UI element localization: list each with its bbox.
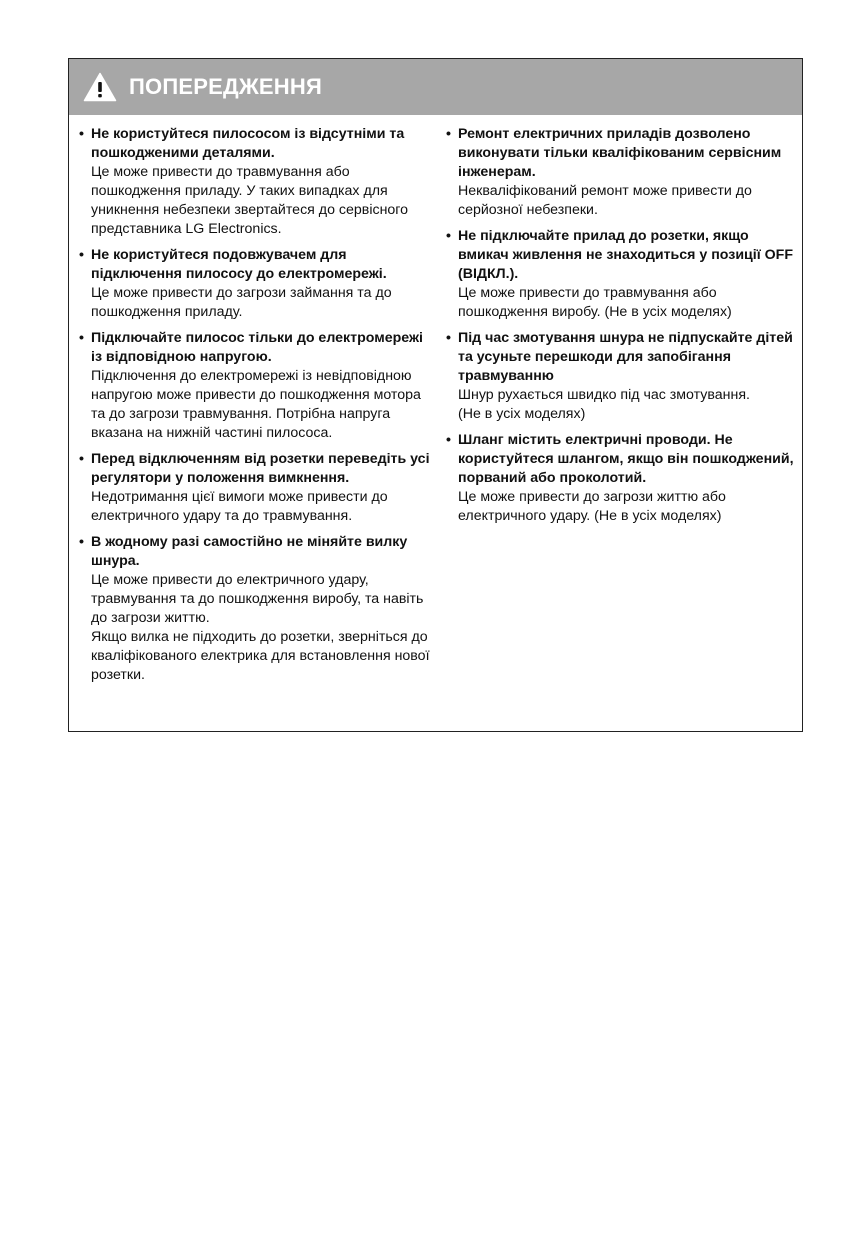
bullet-mark: • <box>446 330 451 346</box>
bullet-mark: • <box>79 330 84 346</box>
bullet-mark: • <box>446 432 451 448</box>
bullet-mark: • <box>446 126 451 142</box>
bullet-mark: • <box>79 534 84 550</box>
left-column <box>69 125 440 692</box>
warning-header <box>69 59 802 115</box>
warning-columns <box>69 125 802 692</box>
warning-item-title: Перед відключенням від розетки переведіть усі регулятори у положення вимкнення. <box>91 451 430 486</box>
warning-item-body: Це може привести до загрози займання та до пошкодження приладу. <box>91 285 392 320</box>
warning-item-body: Некваліфікований ремонт може привести до серйозної небезпеки. <box>458 183 752 218</box>
warning-item <box>79 246 432 322</box>
warning-item-title: Ремонт електричних приладів дозволено виконувати тільки кваліфікованим сервісним інженерам. <box>458 126 782 180</box>
warning-item-body: Це може привести до травмування або пошкодження приладу. У таких випадках для уникнення небезпеки звертайтеся до сервісного представника LG Electronics. <box>91 164 409 237</box>
warning-item-title: В жодному разі самостійно не міняйте вилку шнура. <box>91 534 408 569</box>
warning-triangle-icon <box>83 72 117 102</box>
warning-item-title: Підключайте пилосос тільки до електромережі із відповідною напругою. <box>91 330 423 365</box>
warning-item-title: Не користуйтеся подовжувачем для підключення пилососу до електромережі. <box>91 247 387 282</box>
warning-item <box>79 329 432 443</box>
warning-item-body: Недотримання цієї вимоги може привести до електричного удару та до травмування. <box>91 489 388 524</box>
warning-item-body: Це може привести до травмування або пошкодження виробу. (Не в усіх моделях) <box>458 285 732 320</box>
warning-item-body: Це може привести до електричного удару, травмування та до пошкодження виробу, та навіть до загрози життю. Якщо вилка не підходить до розетки, зверніться до кваліфікованого електрика для встановлення нової розетки. <box>91 572 430 683</box>
bullet-mark: • <box>79 451 84 467</box>
warning-item-title: Під час змотування шнура не підпускайте дітей та усуньте перешкоди для запобігання травмуванню <box>458 330 793 384</box>
bullet-mark: • <box>79 126 84 142</box>
right-column <box>440 125 802 692</box>
bullet-mark: • <box>79 247 84 263</box>
warning-item <box>79 450 432 526</box>
warning-item-title: Шланг містить електричні проводи. Не користуйтеся шлангом, якщо він пошкоджений, порваний або проколотий. <box>458 432 794 486</box>
warning-item <box>446 125 798 220</box>
warning-item <box>446 329 798 424</box>
bullet-mark: • <box>446 228 451 244</box>
warning-item-body: Це може привести до загрози життю або електричного удару. (Не в усіх моделях) <box>458 489 726 524</box>
warning-item <box>79 125 432 239</box>
warning-item <box>446 431 798 526</box>
warning-box <box>68 58 803 732</box>
warning-item-body: Шнур рухається швидко під час змотування. (Не в усіх моделях) <box>458 387 750 422</box>
warning-item-body: Підключення до електромережі із невідповідною напругою може привести до пошкодження мотора та до загрози травмування. Потрібна напруга вказана на нижній частині пилососа. <box>91 368 421 441</box>
warning-title: ПОПЕРЕДЖЕННЯ <box>129 74 322 99</box>
warning-item-title: Не користуйтеся пилососом із відсутніми та пошкодженими деталями. <box>91 126 405 161</box>
warning-item <box>446 227 798 322</box>
warning-item-title: Не підключайте прилад до розетки, якщо вмикач живлення не знаходиться у позиції OFF (ВІДКЛ.). <box>458 228 794 282</box>
warning-item <box>79 533 432 685</box>
